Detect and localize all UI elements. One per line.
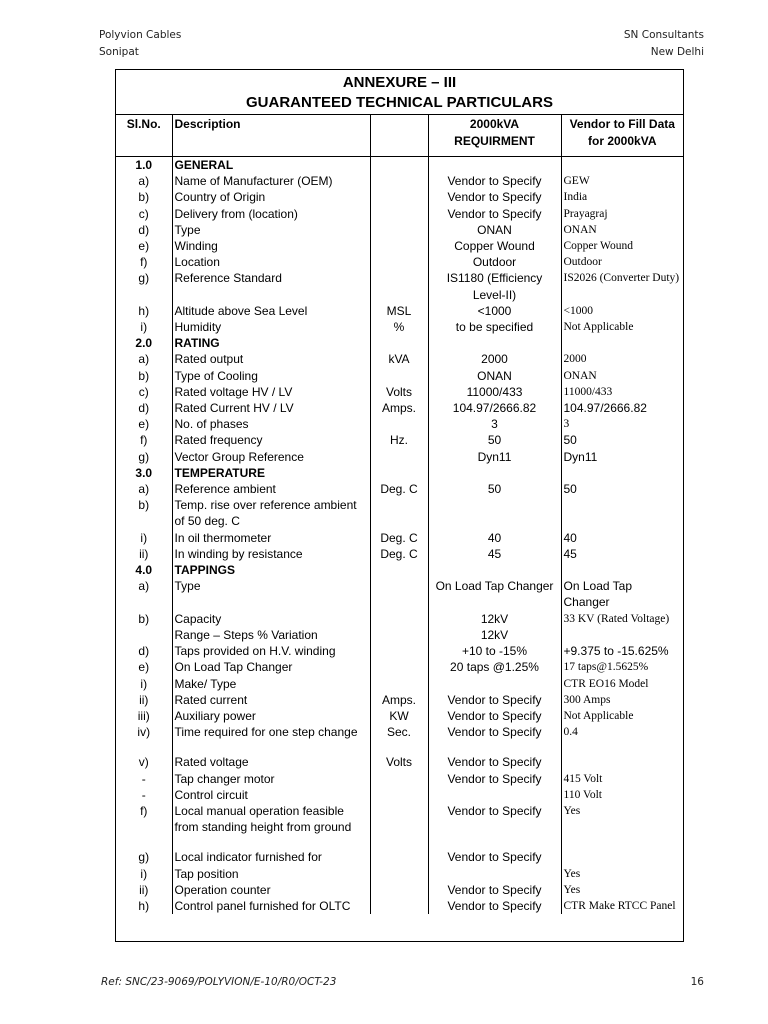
cell-requirement: IS1180 (Efficiency Level-II) — [428, 270, 561, 302]
document-title — [116, 70, 683, 115]
cell-unit — [370, 238, 428, 254]
cell-vendor-value: Not Applicable — [561, 319, 683, 335]
cell-description: Rated voltage — [172, 754, 370, 770]
table-row — [116, 692, 683, 708]
cell-slno: d) — [116, 400, 172, 416]
table-row — [116, 238, 683, 254]
cell-slno: - — [116, 771, 172, 787]
cell-requirement: Dyn11 — [428, 449, 561, 465]
cell-requirement: 40 — [428, 530, 561, 546]
cell-vendor-value: 104.97/2666.82 — [561, 400, 683, 416]
table-row — [116, 173, 683, 189]
cell-description: GENERAL — [172, 157, 370, 174]
cell-unit — [370, 611, 428, 627]
cell-requirement — [428, 740, 561, 754]
cell-vendor-value: 50 — [561, 432, 683, 448]
table-body — [116, 157, 683, 915]
cell-vendor-value: ONAN — [561, 222, 683, 238]
cell-vendor-value: 11000/433 — [561, 384, 683, 400]
table-row — [116, 611, 683, 627]
cell-vendor-value: 17 taps@1.5625% — [561, 659, 683, 675]
cell-slno: a) — [116, 481, 172, 497]
cell-requirement: 3 — [428, 416, 561, 432]
consultant-name: SN Consultants — [623, 29, 704, 41]
cell-requirement: Vendor to Specify — [428, 898, 561, 914]
cell-slno: v) — [116, 754, 172, 770]
cell-description: Control panel furnished for OLTC — [172, 898, 370, 914]
cell-vendor-value — [561, 740, 683, 754]
cell-unit — [370, 787, 428, 803]
cell-vendor-value — [561, 849, 683, 865]
cell-description: In oil thermometer — [172, 530, 370, 546]
cell-requirement: Vendor to Specify — [428, 882, 561, 898]
table-header-row — [116, 115, 683, 157]
vendor-label: Vendor to Fill Data — [569, 117, 675, 131]
cell-description: Local manual operation feasible from standing height from ground — [172, 803, 370, 835]
company-name: Polyvion Cables — [99, 29, 182, 41]
cell-vendor-value: 110 Volt — [561, 787, 683, 803]
cell-requirement: 45 — [428, 546, 561, 562]
cell-slno: g) — [116, 270, 172, 302]
col-header-vendor — [561, 115, 683, 157]
cell-description: Tap changer motor — [172, 771, 370, 787]
cell-slno: i) — [116, 676, 172, 692]
cell-unit: Deg. C — [370, 546, 428, 562]
cell-slno: i) — [116, 530, 172, 546]
cell-requirement: to be specified — [428, 319, 561, 335]
gtp-title: GUARANTEED TECHNICAL PARTICULARS — [246, 94, 553, 111]
cell-vendor-value: 45 — [561, 546, 683, 562]
cell-vendor-value: <1000 — [561, 303, 683, 319]
cell-requirement — [428, 465, 561, 481]
table-row — [116, 659, 683, 675]
cell-vendor-value: India — [561, 189, 683, 205]
cell-vendor-value — [561, 465, 683, 481]
cell-requirement: On Load Tap Changer — [428, 578, 561, 610]
cell-requirement: Vendor to Specify — [428, 173, 561, 189]
cell-unit: Volts — [370, 754, 428, 770]
cell-vendor-value: Not Applicable — [561, 708, 683, 724]
cell-slno — [116, 740, 172, 754]
cell-unit — [370, 497, 428, 529]
cell-requirement: Outdoor — [428, 254, 561, 270]
cell-requirement: 104.97/2666.82 — [428, 400, 561, 416]
cell-slno: b) — [116, 611, 172, 627]
cell-slno: iv) — [116, 724, 172, 740]
cell-slno: ii) — [116, 882, 172, 898]
cell-unit: Amps. — [370, 400, 428, 416]
table-row — [116, 866, 683, 882]
cell-description: Capacity — [172, 611, 370, 627]
cell-vendor-value: CTR Make RTCC Panel — [561, 898, 683, 914]
cell-slno: e) — [116, 659, 172, 675]
cell-requirement: Vendor to Specify — [428, 849, 561, 865]
cell-description: Rated Current HV / LV — [172, 400, 370, 416]
cell-requirement — [428, 676, 561, 692]
cell-vendor-value: GEW — [561, 173, 683, 189]
cell-unit — [370, 562, 428, 578]
cell-requirement: Vendor to Specify — [428, 754, 561, 770]
cell-description: Rated current — [172, 692, 370, 708]
cell-description: Type — [172, 578, 370, 610]
cell-vendor-value: CTR EO16 Model — [561, 676, 683, 692]
cell-requirement: ONAN — [428, 368, 561, 384]
cell-vendor-value: Yes — [561, 882, 683, 898]
cell-slno: b) — [116, 368, 172, 384]
table-row — [116, 898, 683, 914]
cell-requirement: 20 taps @1.25% — [428, 659, 561, 675]
gtp-sheet — [115, 69, 684, 942]
cell-requirement: Vendor to Specify — [428, 692, 561, 708]
table-row — [116, 189, 683, 205]
cell-description: On Load Tap Changer — [172, 659, 370, 675]
cell-unit — [370, 157, 428, 174]
cell-slno: - — [116, 787, 172, 803]
cell-slno: f) — [116, 432, 172, 448]
cell-unit: MSL — [370, 303, 428, 319]
cell-slno: a) — [116, 578, 172, 610]
cell-slno: a) — [116, 173, 172, 189]
cell-description: Country of Origin — [172, 189, 370, 205]
requirement-rating: 2000kVA — [469, 117, 520, 131]
cell-description: Temp. rise over reference ambient of 50 deg. C — [172, 497, 370, 529]
cell-requirement: Vendor to Specify — [428, 189, 561, 205]
cell-description: Type of Cooling — [172, 368, 370, 384]
cell-unit — [370, 416, 428, 432]
cell-unit: KW — [370, 708, 428, 724]
cell-unit — [370, 578, 428, 610]
section-row — [116, 335, 683, 351]
cell-description: TAPPINGS — [172, 562, 370, 578]
document-reference: Ref: SNC/23-9069/POLYVION/E-10/R0/OCT-23 — [101, 976, 337, 988]
cell-unit — [370, 465, 428, 481]
cell-unit — [370, 222, 428, 238]
cell-requirement — [428, 562, 561, 578]
cell-slno: i) — [116, 866, 172, 882]
cell-slno: e) — [116, 416, 172, 432]
cell-requirement — [428, 157, 561, 174]
cell-description: Altitude above Sea Level — [172, 303, 370, 319]
cell-requirement: <1000 — [428, 303, 561, 319]
cell-description: Vector Group Reference — [172, 449, 370, 465]
cell-slno: 2.0 — [116, 335, 172, 351]
cell-requirement: Vendor to Specify — [428, 724, 561, 740]
cell-slno: g) — [116, 849, 172, 865]
table-row — [116, 882, 683, 898]
cell-unit — [370, 882, 428, 898]
cell-unit — [370, 449, 428, 465]
cell-slno: 4.0 — [116, 562, 172, 578]
cell-slno: g) — [116, 449, 172, 465]
table-row — [116, 400, 683, 416]
cell-description: Humidity — [172, 319, 370, 335]
cell-description: Local indicator furnished for — [172, 849, 370, 865]
cell-vendor-value: 50 — [561, 481, 683, 497]
requirement-label: REQUIRMENT — [454, 133, 535, 148]
cell-slno: b) — [116, 189, 172, 205]
cell-description: Location — [172, 254, 370, 270]
cell-unit — [370, 627, 428, 643]
cell-unit — [370, 849, 428, 865]
cell-requirement — [428, 787, 561, 803]
cell-unit: Deg. C — [370, 530, 428, 546]
cell-unit: Volts — [370, 384, 428, 400]
cell-description: In winding by resistance — [172, 546, 370, 562]
cell-vendor-value — [561, 562, 683, 578]
table-row — [116, 643, 683, 659]
cell-slno: iii) — [116, 708, 172, 724]
cell-description: Tap position — [172, 866, 370, 882]
cell-requirement — [428, 835, 561, 849]
table-row — [116, 481, 683, 497]
col-header-description: Description — [172, 115, 370, 157]
table-row — [116, 627, 683, 643]
cell-unit — [370, 173, 428, 189]
header-left — [99, 27, 181, 61]
cell-vendor-value: 33 KV (Rated Voltage) — [561, 611, 683, 627]
table-row — [116, 676, 683, 692]
cell-description: Make/ Type — [172, 676, 370, 692]
table-row — [116, 849, 683, 865]
cell-requirement: Vendor to Specify — [428, 803, 561, 835]
cell-slno: d) — [116, 643, 172, 659]
cell-vendor-value: Copper Wound — [561, 238, 683, 254]
table-row — [116, 303, 683, 319]
cell-description: Control circuit — [172, 787, 370, 803]
cell-description: Type — [172, 222, 370, 238]
table-row — [116, 771, 683, 787]
cell-vendor-value: IS2026 (Converter Duty) — [561, 270, 683, 302]
cell-requirement — [428, 335, 561, 351]
vendor-rating: for 2000kVA — [588, 133, 657, 148]
cell-vendor-value: 40 — [561, 530, 683, 546]
cell-unit — [370, 898, 428, 914]
table-row — [116, 803, 683, 835]
cell-unit — [370, 740, 428, 754]
table-row — [116, 740, 683, 754]
consultant-location: New Delhi — [650, 46, 704, 58]
cell-unit — [370, 771, 428, 787]
cell-slno: e) — [116, 238, 172, 254]
cell-requirement: 12kV — [428, 611, 561, 627]
cell-unit — [370, 659, 428, 675]
cell-vendor-value: 3 — [561, 416, 683, 432]
table-row — [116, 319, 683, 335]
col-header-unit — [370, 115, 428, 157]
cell-slno: d) — [116, 222, 172, 238]
cell-vendor-value: Yes — [561, 866, 683, 882]
cell-unit — [370, 206, 428, 222]
cell-requirement: Copper Wound — [428, 238, 561, 254]
cell-vendor-value: ONAN — [561, 368, 683, 384]
cell-unit — [370, 866, 428, 882]
page-number: 16 — [690, 976, 704, 988]
table-row — [116, 835, 683, 849]
cell-description: Delivery from (location) — [172, 206, 370, 222]
table-row — [116, 270, 683, 302]
table-row — [116, 222, 683, 238]
cell-requirement: 50 — [428, 432, 561, 448]
cell-slno — [116, 627, 172, 643]
cell-slno: 1.0 — [116, 157, 172, 174]
cell-requirement: 12kV — [428, 627, 561, 643]
cell-unit: kVA — [370, 351, 428, 367]
cell-vendor-value: On Load Tap Changer — [561, 578, 683, 610]
cell-slno: ii) — [116, 546, 172, 562]
cell-requirement: +10 to -15% — [428, 643, 561, 659]
table-row — [116, 206, 683, 222]
cell-slno: f) — [116, 803, 172, 835]
table-row — [116, 416, 683, 432]
cell-vendor-value: Yes — [561, 803, 683, 835]
table-row — [116, 546, 683, 562]
cell-slno: ii) — [116, 692, 172, 708]
cell-description: Winding — [172, 238, 370, 254]
cell-slno: h) — [116, 303, 172, 319]
cell-unit — [370, 803, 428, 835]
cell-description: Operation counter — [172, 882, 370, 898]
cell-vendor-value: 2000 — [561, 351, 683, 367]
cell-description: Taps provided on H.V. winding — [172, 643, 370, 659]
cell-unit — [370, 189, 428, 205]
cell-requirement: Vendor to Specify — [428, 771, 561, 787]
cell-description — [172, 740, 370, 754]
table-row — [116, 787, 683, 803]
cell-requirement: Vendor to Specify — [428, 206, 561, 222]
cell-vendor-value — [561, 335, 683, 351]
table-row — [116, 432, 683, 448]
cell-vendor-value — [561, 627, 683, 643]
table-row — [116, 351, 683, 367]
cell-requirement: Vendor to Specify — [428, 708, 561, 724]
cell-slno — [116, 835, 172, 849]
cell-unit — [370, 270, 428, 302]
cell-description: Rated frequency — [172, 432, 370, 448]
cell-vendor-value: 415 Volt — [561, 771, 683, 787]
table-row — [116, 449, 683, 465]
cell-description: RATING — [172, 335, 370, 351]
cell-description: Auxiliary power — [172, 708, 370, 724]
cell-requirement: 2000 — [428, 351, 561, 367]
cell-unit — [370, 368, 428, 384]
cell-description: Rated voltage HV / LV — [172, 384, 370, 400]
cell-slno: 3.0 — [116, 465, 172, 481]
cell-vendor-value — [561, 157, 683, 174]
section-row — [116, 465, 683, 481]
cell-unit — [370, 643, 428, 659]
cell-vendor-value: 0.4 — [561, 724, 683, 740]
cell-slno: i) — [116, 319, 172, 335]
cell-unit — [370, 335, 428, 351]
table-row — [116, 578, 683, 610]
cell-requirement — [428, 866, 561, 882]
table-row — [116, 754, 683, 770]
cell-slno: c) — [116, 384, 172, 400]
table-row — [116, 708, 683, 724]
cell-slno: c) — [116, 206, 172, 222]
table-row — [116, 254, 683, 270]
cell-description: TEMPERATURE — [172, 465, 370, 481]
section-row — [116, 157, 683, 174]
cell-unit: Amps. — [370, 692, 428, 708]
cell-description: Reference Standard — [172, 270, 370, 302]
cell-unit: % — [370, 319, 428, 335]
col-header-slno: Sl.No. — [116, 115, 172, 157]
cell-slno: h) — [116, 898, 172, 914]
cell-vendor-value: +9.375 to -15.625% — [561, 643, 683, 659]
table-row — [116, 368, 683, 384]
technical-particulars-table — [116, 115, 683, 914]
cell-vendor-value: Dyn11 — [561, 449, 683, 465]
cell-unit — [370, 254, 428, 270]
cell-description: Time required for one step change — [172, 724, 370, 740]
cell-unit: Hz. — [370, 432, 428, 448]
company-location: Sonipat — [99, 46, 139, 58]
cell-vendor-value: Prayagraj — [561, 206, 683, 222]
cell-slno: b) — [116, 497, 172, 529]
cell-vendor-value: 300 Amps — [561, 692, 683, 708]
cell-unit — [370, 676, 428, 692]
cell-requirement — [428, 497, 561, 529]
cell-vendor-value — [561, 754, 683, 770]
cell-description: Name of Manufacturer (OEM) — [172, 173, 370, 189]
cell-requirement: 11000/433 — [428, 384, 561, 400]
cell-description: Reference ambient — [172, 481, 370, 497]
cell-slno: f) — [116, 254, 172, 270]
cell-vendor-value: Outdoor — [561, 254, 683, 270]
header-right — [624, 27, 704, 61]
cell-unit: Sec. — [370, 724, 428, 740]
col-header-requirement — [428, 115, 561, 157]
table-row — [116, 497, 683, 529]
table-row — [116, 384, 683, 400]
section-row — [116, 562, 683, 578]
cell-requirement: 50 — [428, 481, 561, 497]
table-row — [116, 530, 683, 546]
cell-vendor-value — [561, 835, 683, 849]
cell-requirement: ONAN — [428, 222, 561, 238]
cell-description: No. of phases — [172, 416, 370, 432]
cell-vendor-value — [561, 497, 683, 529]
table-row — [116, 724, 683, 740]
cell-description: Rated output — [172, 351, 370, 367]
cell-description — [172, 835, 370, 849]
cell-unit: Deg. C — [370, 481, 428, 497]
annexure-title: ANNEXURE – III — [342, 74, 457, 91]
cell-unit — [370, 835, 428, 849]
cell-description: Range – Steps % Variation — [172, 627, 370, 643]
cell-slno: a) — [116, 351, 172, 367]
